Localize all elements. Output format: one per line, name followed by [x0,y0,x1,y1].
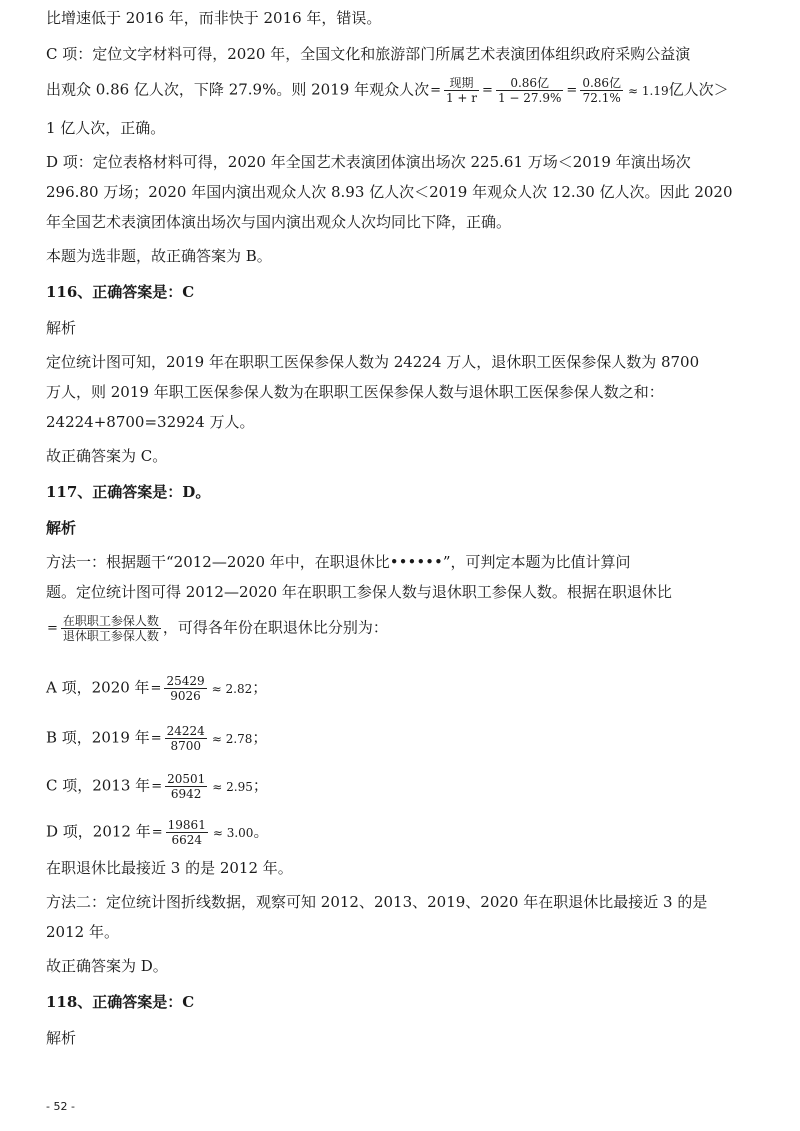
answer-heading: 116、正确答案是：C [46,283,195,301]
page-number: - 52 - [46,1100,75,1113]
option-end: ； [252,728,268,747]
fraction [496,76,563,105]
text-line: 故正确答案为 C。 [46,447,168,465]
text-span: 出观众 0.86 亿人次，下降 27.9%。则 2019 年观众人次 [46,80,430,99]
fraction-denominator: 1 − 27.9% [497,91,562,105]
fraction [166,818,208,847]
fraction-denominator: 1 + r [445,91,478,105]
text-line: 在职退休比最接近 3 的是 2012 年。 [46,859,293,877]
approx-value: ≈ 1.19 [628,83,669,98]
equals-sign: = [430,82,441,98]
fraction [165,772,207,801]
approx-value: ≈ 2.82 [211,681,253,696]
text-span: ，可得各年份在职退休比分别为： [162,618,388,637]
equals-sign: = [150,730,162,746]
answer-heading: 118、正确答案是：C [46,993,195,1011]
fraction-numerator: 24224 [166,724,205,738]
option-label: A 项，2020 年 [46,678,150,697]
equals-sign: = [151,778,163,794]
text-line: 2012 年。 [46,923,119,941]
analysis-label: 解析 [46,319,77,337]
equals-sign: = [151,824,163,840]
text-line: 1 亿人次，正确。 [46,119,166,137]
option-end: ； [252,776,268,795]
option-label: D 项，2012 年 [46,822,151,841]
equals-sign: = [150,680,162,696]
answer-heading: 117、正确答案是：D。 [46,483,211,501]
option-line [46,772,268,801]
formula-line [46,76,729,105]
text-line: 296.80 万场；2020 年国内演出观众人次 8.93 亿人次＜2019 年观众人次 12.30 亿人次。因此 2020 [46,183,733,201]
fraction-numerator: 25429 [166,674,205,688]
ratio-fraction [61,614,161,643]
fraction-numerator: 0.86亿 [582,76,622,90]
equals-sign: = [482,82,493,98]
fraction-denominator: 72.1% [582,91,621,105]
option-label: C 项，2013 年 [46,776,151,795]
text-line: 万人，则 2019 年职工医保参保人数为在职职工医保参保人数与退休职工医保参保人数之和： [46,383,664,401]
text-line: 比增速低于 2016 年，而非快于 2016 年，错误。 [46,9,382,27]
text-line: C 项：定位文字材料可得，2020 年，全国文化和旅游部门所属艺术表演团体组织政府采购公益演 [46,45,691,63]
approx-value: ≈ 3.00 [212,825,254,840]
approx-value: ≈ 2.78 [211,731,253,746]
fraction-denominator: 8700 [170,739,201,753]
equals-sign: = [566,82,578,98]
option-end: ； [252,678,268,697]
text-span: 亿人次＞ [668,80,729,99]
fraction-numerator: 在职职工参保人数 [62,614,159,628]
fraction-numerator: 20501 [167,772,206,786]
option-end: 。 [253,822,269,841]
text-line: 年全国艺术表演团体演出场次与国内演出观众人次均同比下降，正确。 [46,213,512,231]
text-line: 本题为选非题，故正确答案为 B。 [46,247,272,265]
analysis-label: 解析 [46,519,77,537]
fraction-numerator: 19861 [167,818,206,832]
fraction-numerator: 现期 [444,76,479,91]
text-line: 定位统计图可知，2019 年在职职工医保参保人数为 24224 万人，退休职工医保参保人数为 8700 [46,353,700,371]
fraction-numerator: 0.86亿 [496,76,563,91]
approx-value: ≈ 2.95 [212,779,253,794]
text-line: D 项：定位表格材料可得，2020 年全国艺术表演团体演出场次 225.61 万场＜2019 年演出场次 [46,153,691,171]
option-line [46,724,267,753]
text-line: 题。定位统计图可得 2012—2020 年在职职工参保人数与退休职工参保人数。根据在职退休比 [46,583,672,601]
text-line: 方法二：定位统计图折线数据，观察可知 2012、2013、2019、2020 年在职退休比最接近 3 的是 [46,893,708,911]
text-line: 方法一：根据题干“2012—2020 年中，在职退休比••••••”，可判定本题为比值计算问 [46,553,631,571]
analysis-label: 解析 [46,1029,77,1047]
equals-sign: = [47,620,58,636]
fraction-denominator: 6942 [170,787,202,801]
option-line [46,818,268,847]
text-line: 故正确答案为 D。 [46,957,168,975]
option-line [46,674,267,703]
text-line: 24224+8700=32924 万人。 [46,413,255,431]
fraction-denominator: 9026 [170,689,201,703]
fraction [164,674,206,703]
option-label: B 项，2019 年 [46,728,150,747]
fraction [444,76,479,105]
formula-line [46,614,388,643]
fraction-denominator: 退休职工参保人数 [62,629,159,643]
fraction [165,724,207,753]
fraction [580,76,623,105]
fraction-denominator: 6624 [171,833,203,847]
